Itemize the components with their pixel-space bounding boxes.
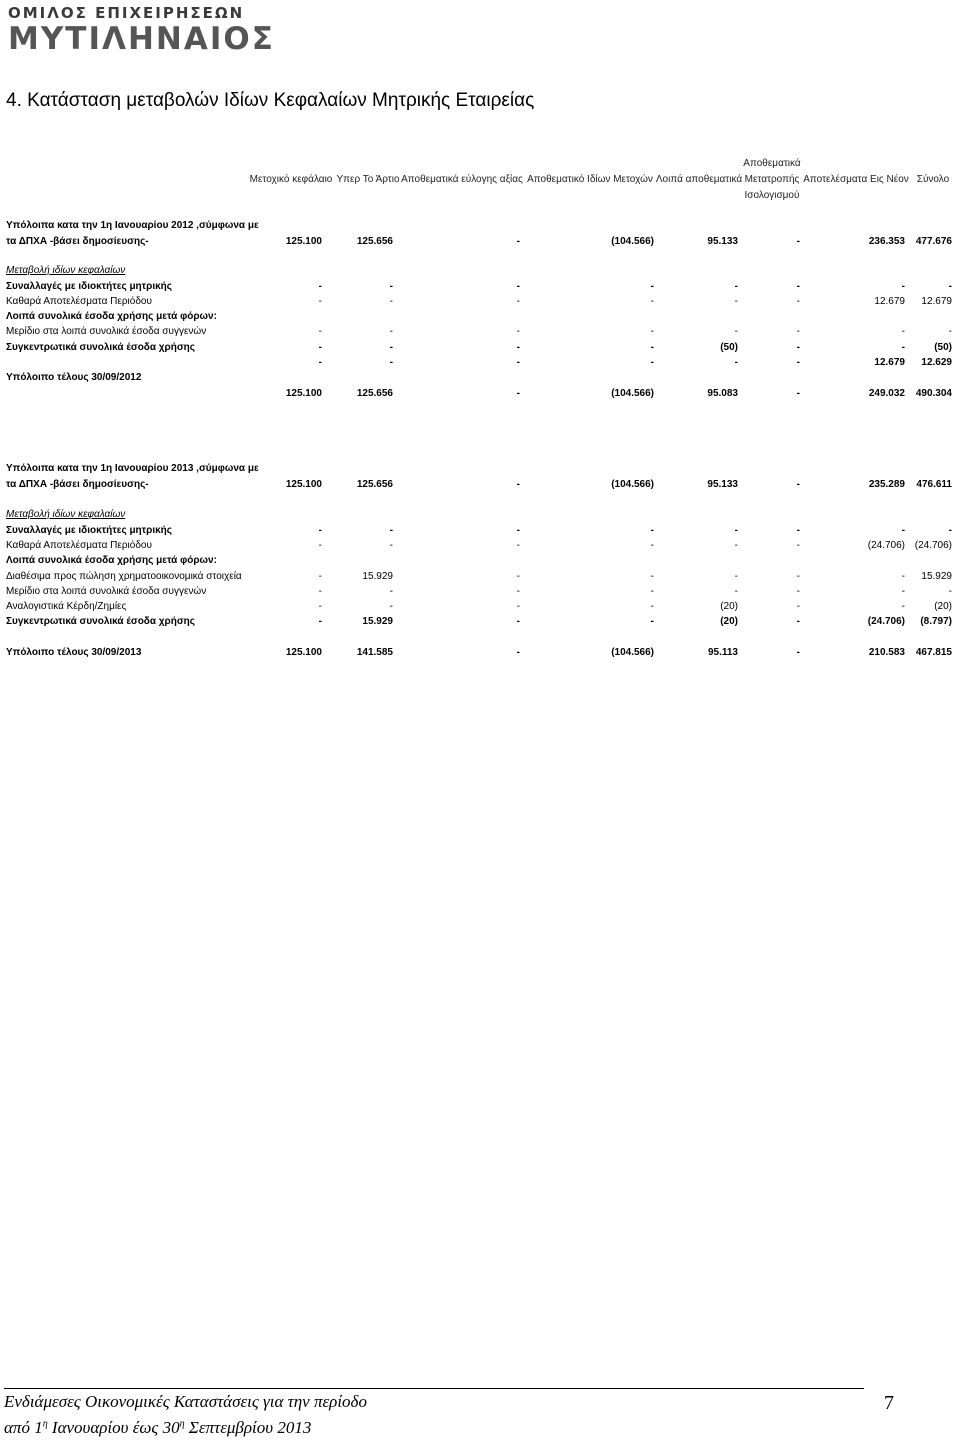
row-label: Συναλλαγές με ιδιοκτήτες μητρικής bbox=[6, 281, 172, 292]
table-cell: - bbox=[389, 342, 393, 353]
column-header: Αποθεματικά Μετατροπής Ισολογισμού bbox=[743, 158, 801, 201]
table-cell: - bbox=[650, 326, 654, 337]
table-cell: - bbox=[318, 281, 322, 292]
table-cell: - bbox=[516, 326, 520, 337]
table-cell: 490.304 bbox=[915, 388, 952, 399]
table-cell: - bbox=[516, 601, 520, 612]
table-cell: - bbox=[734, 281, 738, 292]
table-cell: - bbox=[318, 342, 322, 353]
table-cell: (20) bbox=[934, 601, 952, 612]
table-cell: - bbox=[318, 616, 322, 627]
table-cell: - bbox=[389, 296, 393, 307]
table-cell: - bbox=[516, 540, 520, 551]
table-cell: - bbox=[318, 357, 322, 368]
row-label: Συγκεντρωτικά συνολικά έσοδα χρήσης bbox=[6, 342, 195, 353]
table-cell: - bbox=[516, 342, 520, 353]
table-cell: - bbox=[650, 571, 654, 582]
table-cell: (50) bbox=[934, 342, 952, 353]
column-header: Σύνολο bbox=[916, 174, 950, 185]
table-cell: - bbox=[796, 540, 800, 551]
table-cell: - bbox=[516, 388, 520, 399]
table-cell: 125.100 bbox=[285, 236, 322, 247]
table-cell: 141.585 bbox=[356, 647, 393, 658]
table-cell: - bbox=[796, 342, 800, 353]
table-cell: 125.100 bbox=[285, 647, 322, 658]
table-cell: - bbox=[318, 326, 322, 337]
table-cell: - bbox=[796, 616, 800, 627]
table-cell: - bbox=[389, 525, 393, 536]
page-title: 4. Κατάσταση μεταβολών Ιδίων Κεφαλαίων Μητρικής Εταιρείας bbox=[6, 90, 535, 111]
table-cell: - bbox=[516, 586, 520, 597]
table-cell: 15.929 bbox=[921, 571, 952, 582]
table-cell: - bbox=[516, 616, 520, 627]
table-cell: - bbox=[948, 525, 952, 536]
table-cell: - bbox=[318, 571, 322, 582]
table-cell: - bbox=[650, 281, 654, 292]
table-cell: - bbox=[901, 342, 905, 353]
table-cell: 210.583 bbox=[868, 647, 905, 658]
table-cell: - bbox=[650, 601, 654, 612]
footer-line2-middle: Ιανουαρίου έως 30 bbox=[47, 1418, 180, 1437]
row-label: Μεταβολή ιδίων κεφαλαίων bbox=[6, 509, 126, 520]
table-cell: - bbox=[734, 296, 738, 307]
table-cell: - bbox=[796, 601, 800, 612]
column-header: Αποτελέσματα Εις Νέον bbox=[803, 174, 909, 185]
table-cell: - bbox=[901, 601, 905, 612]
table-cell: 12.679 bbox=[874, 296, 905, 307]
table-cell: - bbox=[516, 357, 520, 368]
table-cell: - bbox=[734, 540, 738, 551]
table-cell: (20) bbox=[720, 601, 738, 612]
table-cell: - bbox=[796, 326, 800, 337]
table-cell: 95.083 bbox=[707, 388, 738, 399]
table-cell: (104.566) bbox=[611, 647, 654, 658]
table-cell: - bbox=[516, 281, 520, 292]
table-cell: - bbox=[948, 586, 952, 597]
table-cell: - bbox=[796, 479, 800, 490]
row-label: Μερίδιο στα λοιπά συνολικά έσοδα συγγενών bbox=[6, 586, 207, 597]
table-cell: - bbox=[948, 281, 952, 292]
table-cell: 95.113 bbox=[707, 647, 738, 658]
row-label: Συναλλαγές με ιδιοκτήτες μητρικής bbox=[6, 525, 172, 536]
table-cell: - bbox=[318, 296, 322, 307]
table-cell: - bbox=[650, 525, 654, 536]
table-cell: - bbox=[389, 357, 393, 368]
row-label: Διαθέσιμα προς πώληση χρηματοοικονομικά στοιχεία bbox=[6, 571, 242, 582]
table-cell: - bbox=[516, 296, 520, 307]
logo-group-text: ΟΜΙΛΟΣ ΕΠΙΧΕΙΡΗΣΕΩΝ bbox=[8, 4, 245, 22]
table-cell: (24.706) bbox=[914, 540, 952, 551]
table-cell: (104.566) bbox=[611, 236, 654, 247]
table-cell: - bbox=[796, 647, 800, 658]
table-cell: - bbox=[796, 586, 800, 597]
column-header: Αποθεματικό Ιδίων Μετοχών bbox=[527, 174, 653, 185]
table-cell: 235.289 bbox=[868, 479, 905, 490]
table-cell: - bbox=[901, 281, 905, 292]
column-header: Λοιπά αποθεματικά bbox=[655, 174, 743, 185]
footer-superscript-2: η bbox=[179, 1418, 185, 1430]
table-cell: 95.133 bbox=[707, 236, 738, 247]
table-cell: 15.929 bbox=[362, 616, 393, 627]
table-cell: - bbox=[516, 479, 520, 490]
table-cell: - bbox=[650, 586, 654, 597]
table-cell: 125.656 bbox=[356, 236, 393, 247]
table-cell: - bbox=[734, 586, 738, 597]
table-cell: - bbox=[516, 236, 520, 247]
table-cell: - bbox=[650, 357, 654, 368]
table-cell: - bbox=[796, 388, 800, 399]
table-cell: - bbox=[318, 540, 322, 551]
table-cell: - bbox=[734, 525, 738, 536]
table-cell: 125.656 bbox=[356, 479, 393, 490]
table-cell: 477.676 bbox=[915, 236, 952, 247]
table-cell: - bbox=[318, 586, 322, 597]
table-cell: - bbox=[734, 326, 738, 337]
table-cell: 12.629 bbox=[921, 357, 952, 368]
row-label: τα ΔΠΧΑ -βάσει δημοσίευσης- bbox=[6, 479, 149, 490]
row-label: Συγκεντρωτικά συνολικά έσοδα χρήσης bbox=[6, 616, 195, 627]
table-cell: - bbox=[389, 586, 393, 597]
table-cell: - bbox=[734, 571, 738, 582]
table-cell: 12.679 bbox=[921, 296, 952, 307]
row-label: Καθαρά Αποτελέσματα Περιόδου bbox=[6, 296, 152, 307]
table-cell: - bbox=[318, 601, 322, 612]
table-cell: 125.100 bbox=[285, 388, 322, 399]
table-cell: 467.815 bbox=[915, 647, 952, 658]
table-cell: - bbox=[901, 586, 905, 597]
table-cell: - bbox=[796, 236, 800, 247]
table-cell: (20) bbox=[720, 616, 738, 627]
table-cell: - bbox=[318, 525, 322, 536]
row-label: Υπόλοιπα κατα την 1η Ιανουαρίου 2013 ,σύμφωνα με bbox=[6, 463, 259, 474]
table-cell: - bbox=[516, 647, 520, 658]
table-cell: - bbox=[650, 296, 654, 307]
row-label: Υπόλοιπα κατα την 1η Ιανουαρίου 2012 ,σύμφωνα με bbox=[6, 220, 259, 231]
row-label: Υπόλοιπο τέλους 30/09/2013 bbox=[6, 647, 142, 658]
logo-company-name: ΜΥΤΙΛΗΝΑΙΟΣ bbox=[8, 21, 275, 57]
table-cell: (50) bbox=[720, 342, 738, 353]
table-cell: - bbox=[389, 281, 393, 292]
row-label: Αναλογιστικά Κέρδη/Ζημίες bbox=[6, 601, 127, 612]
table-cell: - bbox=[389, 326, 393, 337]
table-cell: - bbox=[389, 601, 393, 612]
table-cell: 95.133 bbox=[707, 479, 738, 490]
row-label: Υπόλοιπο τέλους 30/09/2012 bbox=[6, 372, 142, 383]
table-cell: - bbox=[796, 571, 800, 582]
table-cell: 476.611 bbox=[916, 479, 952, 490]
footer-line2-start: από 1 bbox=[4, 1418, 43, 1437]
table-cell: (104.566) bbox=[611, 479, 654, 490]
table-cell: 249.032 bbox=[868, 388, 905, 399]
column-header: Μετοχικό κεφάλαιο bbox=[249, 174, 333, 185]
row-label: Καθαρά Αποτελέσματα Περιόδου bbox=[6, 540, 152, 551]
table-cell: - bbox=[734, 357, 738, 368]
row-label: Λοιπά συνολικά έσοδα χρήσης μετά φόρων: bbox=[6, 311, 217, 322]
page-number: 7 bbox=[884, 1392, 894, 1414]
table-cell: - bbox=[901, 571, 905, 582]
table-cell: 12.679 bbox=[874, 357, 905, 368]
table-cell: - bbox=[389, 540, 393, 551]
table-cell: - bbox=[901, 525, 905, 536]
table-cell: - bbox=[796, 281, 800, 292]
table-cell: 15.929 bbox=[362, 571, 393, 582]
table-cell: (8.797) bbox=[920, 616, 952, 627]
footer-line2-end: Σεπτεμβρίου 2013 bbox=[184, 1418, 312, 1437]
table-cell: - bbox=[650, 616, 654, 627]
table-cell: - bbox=[796, 357, 800, 368]
table-cell: - bbox=[948, 326, 952, 337]
table-cell: - bbox=[650, 342, 654, 353]
table-cell: (24.706) bbox=[867, 616, 905, 627]
footer-superscript-1: η bbox=[42, 1418, 48, 1430]
footer-title-line2 bbox=[4, 1418, 311, 1438]
row-label: Μεταβολή ιδίων κεφαλαίων bbox=[6, 265, 126, 276]
table-cell: - bbox=[650, 540, 654, 551]
table-cell: - bbox=[901, 326, 905, 337]
table-cell: - bbox=[516, 525, 520, 536]
table-cell: 125.656 bbox=[356, 388, 393, 399]
row-label: Μερίδιο στα λοιπά συνολικά έσοδα συγγενών bbox=[6, 326, 207, 337]
row-label: τα ΔΠΧΑ -βάσει δημοσίευσης- bbox=[6, 236, 149, 247]
table-cell: - bbox=[796, 525, 800, 536]
table-cell: 236.353 bbox=[868, 236, 905, 247]
table-cell: (24.706) bbox=[867, 540, 905, 551]
footer-divider bbox=[4, 1388, 864, 1389]
row-label: Λοιπά συνολικά έσοδα χρήσης μετά φόρων: bbox=[6, 555, 217, 566]
column-header: Υπερ Το Άρτιο bbox=[336, 174, 400, 185]
table-cell: (104.566) bbox=[611, 388, 654, 399]
table-cell: - bbox=[796, 296, 800, 307]
footer-title-line1: Ενδιάμεσες Οικονομικές Καταστάσεις για την περίοδο bbox=[4, 1392, 367, 1411]
column-header: Αποθεματικά εύλογης αξίας bbox=[401, 174, 523, 185]
company-logo bbox=[8, 4, 275, 57]
table-cell: - bbox=[516, 571, 520, 582]
table-cell: 125.100 bbox=[285, 479, 322, 490]
